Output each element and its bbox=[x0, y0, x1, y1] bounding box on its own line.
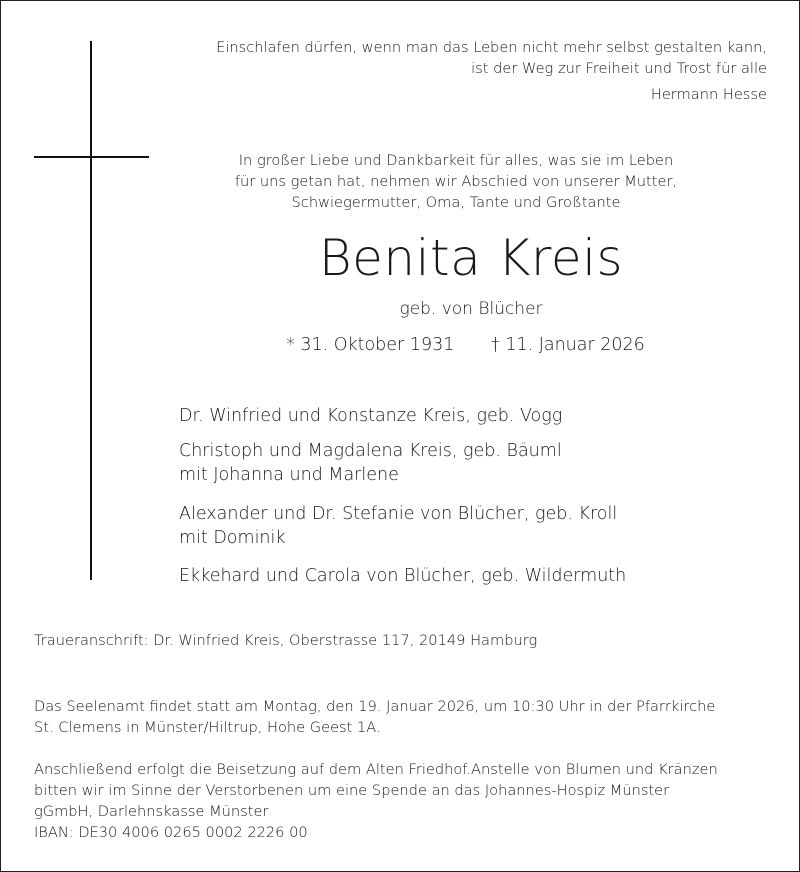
birth-date: * 31. Oktober 1931 bbox=[286, 335, 455, 355]
maiden-name: geb. von Blücher bbox=[399, 299, 543, 319]
deceased-name: Benita Kreis bbox=[318, 229, 624, 287]
intro-line: für uns getan hat, nehmen wir Abschied von unserer Mutter, bbox=[234, 173, 678, 190]
intro-text bbox=[206, 150, 706, 213]
burial-info bbox=[34, 759, 774, 843]
family-line: mit Dominik bbox=[179, 528, 286, 548]
iban-line: IBAN: DE30 4006 0265 0002 2226 00 bbox=[34, 824, 308, 841]
mourning-address: Traueranschrift: Dr. Winfried Kreis, Oberstrasse 117, 20149 Hamburg bbox=[34, 632, 538, 649]
cross-icon-horizontal-bar bbox=[34, 156, 149, 158]
family-entry bbox=[179, 404, 562, 428]
death-date: † 11. Januar 2026 bbox=[491, 335, 645, 355]
service-line: St. Clemens in Münster/Hiltrup, Hohe Geest 1A. bbox=[34, 719, 381, 736]
intro-line: In großer Liebe und Dankbarkeit für alles, was sie im Leben bbox=[238, 152, 674, 169]
family-line: Dr. Winfried und Konstanze Kreis, geb. Vogg bbox=[179, 406, 563, 426]
burial-line: bitten wir im Sinne der Verstorbenen um eine Spende an das Johannes-Hospiz Münster bbox=[34, 782, 670, 799]
service-info bbox=[34, 696, 774, 738]
cross-icon-vertical-bar bbox=[90, 41, 92, 580]
family-line: Christoph und Magdalena Kreis, geb. Bäuml bbox=[179, 441, 562, 461]
family-entry bbox=[179, 439, 562, 487]
family-line: Ekkehard und Carola von Blücher, geb. Wildermuth bbox=[179, 566, 627, 586]
family-line: mit Johanna und Marlene bbox=[179, 465, 399, 485]
family-line: Alexander und Dr. Stefanie von Blücher, geb. Kroll bbox=[179, 504, 618, 524]
quote-author: Hermann Hesse bbox=[650, 86, 767, 103]
service-line: Das Seelenamt findet statt am Montag, den 19. Januar 2026, um 10:30 Uhr in der Pfarrkirche bbox=[34, 698, 716, 715]
burial-line: gGmbH, Darlehnskasse Münster bbox=[34, 803, 269, 820]
quote-line: Einschlafen dürfen, wenn man das Leben nicht mehr selbst gestalten kann, bbox=[216, 39, 767, 56]
burial-line: Anschließend erfolgt die Beisetzung auf dem Alten Friedhof.Anstelle von Blumen und Kränzen bbox=[34, 761, 718, 778]
intro-line: Schwiegermutter, Oma, Tante und Großtante bbox=[291, 194, 621, 211]
epigraph-quote bbox=[147, 37, 767, 79]
quote-line: ist der Weg zur Freiheit und Trost für alle bbox=[471, 60, 767, 77]
family-entry bbox=[179, 564, 626, 588]
family-entry bbox=[179, 502, 617, 550]
